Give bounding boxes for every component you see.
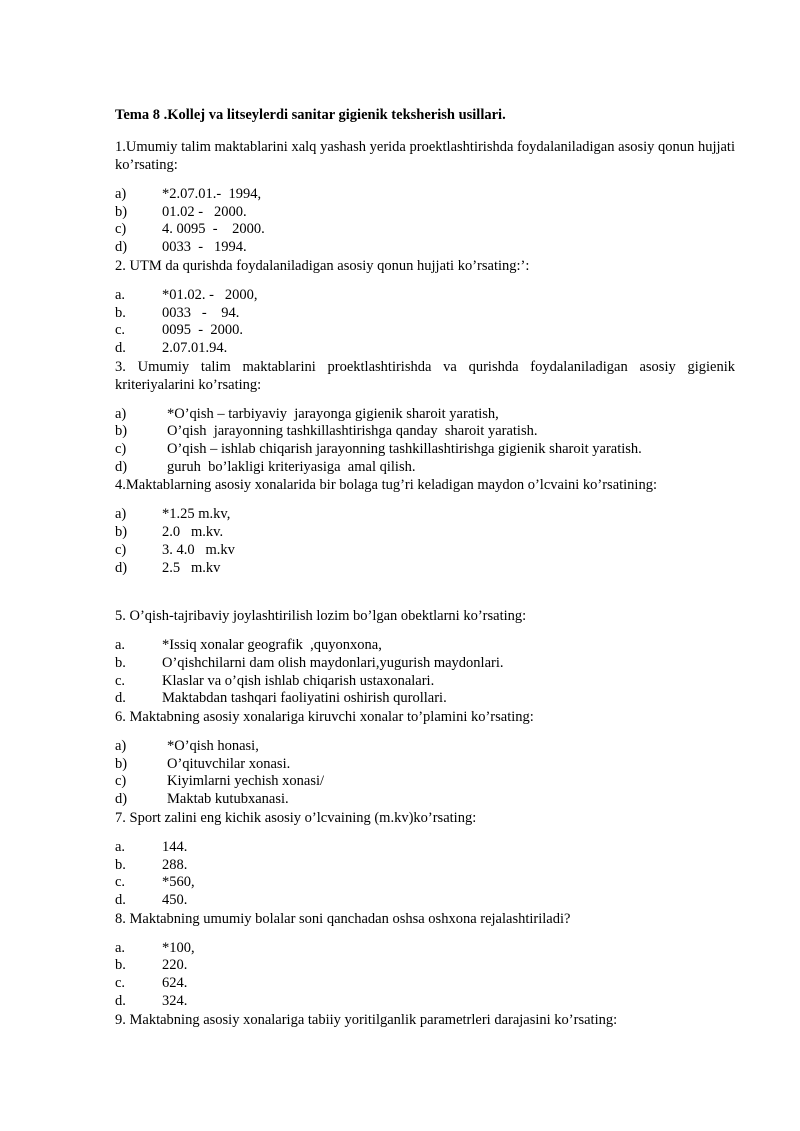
option-text: O’qish jarayonning tashkillashtirishga qanday sharoit yaratish. bbox=[167, 423, 538, 440]
option-marker: a) bbox=[115, 506, 127, 523]
answer-option bbox=[115, 839, 735, 857]
answer-option bbox=[115, 773, 735, 791]
option-marker: d) bbox=[115, 458, 128, 475]
option-marker: c. bbox=[115, 672, 126, 689]
answer-option bbox=[115, 186, 735, 204]
option-text: Klaslar va o’qish ishlab chiqarish ustaxonalari. bbox=[162, 672, 435, 689]
answer-option bbox=[115, 221, 735, 239]
option-marker: a. bbox=[115, 838, 126, 855]
option-text: *Issiq xonalar geografik ,quyonxona, bbox=[162, 637, 382, 654]
option-marker: c) bbox=[115, 441, 127, 458]
answer-option bbox=[115, 673, 735, 691]
option-marker: d. bbox=[115, 339, 126, 356]
option-marker: c) bbox=[115, 773, 127, 790]
answer-option bbox=[115, 756, 735, 774]
answer-option bbox=[115, 459, 735, 477]
option-text: 450. bbox=[162, 891, 188, 908]
option-marker: c. bbox=[115, 975, 126, 992]
answer-option bbox=[115, 993, 735, 1011]
option-marker: c) bbox=[115, 221, 127, 238]
question-block bbox=[115, 138, 735, 257]
option-marker: c. bbox=[115, 322, 126, 339]
option-text: *100, bbox=[162, 939, 195, 956]
answer-options bbox=[115, 186, 735, 257]
answer-option bbox=[115, 322, 735, 340]
option-text: *O’qish – tarbiyaviy jarayonga gigienik sharoit yaratish, bbox=[167, 405, 499, 422]
question-block bbox=[115, 607, 735, 708]
option-text: O’qish – ishlab chiqarish jarayonning tashkillashtirishga gigienik sharoit yaratish. bbox=[167, 441, 642, 458]
question-block bbox=[115, 257, 735, 358]
option-text: O’qishchilarni dam olish maydonlari,yugurish maydonlari. bbox=[162, 654, 504, 671]
answer-options bbox=[115, 406, 735, 477]
question-block bbox=[115, 476, 735, 577]
option-text: 4. 0095 - 2000. bbox=[162, 221, 265, 238]
option-marker: a. bbox=[115, 637, 126, 654]
question-text: 4.Maktablarning asosiy xonalarida bir bolaga tug’ri keladigan maydon o’lcvaini ko’rsatining: bbox=[115, 477, 657, 494]
option-text: 2.0 m.kv. bbox=[162, 524, 224, 541]
question-text: 3. Umumiy talim maktablarini proektlashtirishda va qurishda foydalaniladigan asosiy gigienik kriteriyalarini ko’rsating: bbox=[115, 358, 735, 393]
question-block bbox=[115, 910, 735, 1011]
answer-option bbox=[115, 287, 735, 305]
question-text: 8. Maktabning umumiy bolalar soni qanchadan oshsa oshxona rejalashtiriladi? bbox=[115, 910, 571, 927]
option-marker: d. bbox=[115, 690, 126, 707]
question-block bbox=[115, 1011, 735, 1029]
question-list bbox=[115, 138, 735, 1029]
option-marker: a. bbox=[115, 939, 126, 956]
question-text: 1.Umumiy talim maktablarini xalq yashash yerida proektlashtirishda foydalaniladigan asosiy qonun hujjati ko’rsating: bbox=[115, 139, 735, 173]
option-marker: b. bbox=[115, 957, 126, 974]
question-text: 7. Sport zalini eng kichik asosiy o’lcvaining (m.kv)ko’rsating: bbox=[115, 809, 477, 826]
answer-option bbox=[115, 655, 735, 673]
question-block bbox=[115, 358, 735, 477]
option-text: 220. bbox=[162, 957, 188, 974]
answer-option bbox=[115, 239, 735, 257]
answer-option bbox=[115, 874, 735, 892]
option-marker: b) bbox=[115, 755, 128, 772]
answer-option bbox=[115, 423, 735, 441]
option-marker: a) bbox=[115, 738, 127, 755]
answer-options bbox=[115, 738, 735, 809]
option-text: *01.02. - 2000, bbox=[162, 286, 258, 303]
option-text: 01.02 - 2000. bbox=[162, 203, 247, 220]
answer-options bbox=[115, 637, 735, 708]
question-text: 2. UTM da qurishda foydalaniladigan asosiy qonun hujjati ko’rsating:’: bbox=[115, 257, 530, 274]
option-text: 0095 - 2000. bbox=[162, 322, 243, 339]
document-title: Tema 8 .Kollej va litseylerdi sanitar gigienik teksherish usillari. bbox=[115, 107, 506, 123]
answer-option bbox=[115, 204, 735, 222]
option-text: Maktab kutubxanasi. bbox=[167, 791, 289, 808]
answer-option bbox=[115, 738, 735, 756]
answer-option bbox=[115, 305, 735, 323]
option-text: 2.5 m.kv bbox=[162, 559, 221, 576]
section-spacer bbox=[115, 577, 735, 607]
answer-option bbox=[115, 506, 735, 524]
option-marker: a) bbox=[115, 405, 127, 422]
option-marker: c. bbox=[115, 874, 126, 891]
option-marker: d) bbox=[115, 559, 128, 576]
answer-options bbox=[115, 287, 735, 358]
option-marker: d) bbox=[115, 239, 128, 256]
answer-option bbox=[115, 857, 735, 875]
option-text: 324. bbox=[162, 992, 188, 1009]
option-text: *O’qish honasi, bbox=[167, 738, 259, 755]
question-block bbox=[115, 809, 735, 910]
answer-option bbox=[115, 940, 735, 958]
option-marker: d. bbox=[115, 891, 126, 908]
option-text: 288. bbox=[162, 856, 188, 873]
answer-option bbox=[115, 975, 735, 993]
option-text: O’qituvchilar xonasi. bbox=[167, 755, 291, 772]
option-text: 0033 - 94. bbox=[162, 304, 240, 321]
option-marker: b) bbox=[115, 203, 128, 220]
option-marker: c) bbox=[115, 541, 127, 558]
option-marker: a. bbox=[115, 286, 126, 303]
option-text: Maktabdan tashqari faoliyatini oshirish qurollari. bbox=[162, 690, 447, 707]
option-marker: a) bbox=[115, 186, 127, 202]
option-marker: b. bbox=[115, 856, 126, 873]
answer-option bbox=[115, 340, 735, 358]
question-block bbox=[115, 708, 735, 809]
option-marker: d) bbox=[115, 791, 128, 808]
option-text: 2.07.01.94. bbox=[162, 339, 228, 356]
answer-option bbox=[115, 690, 735, 708]
option-text: guruh bo’lakligi kriteriyasiga amal qilish. bbox=[167, 458, 416, 475]
answer-option bbox=[115, 560, 735, 578]
question-text: 9. Maktabning asosiy xonalariga tabiiy yoritilganlik parametrleri darajasini ko’rsating: bbox=[115, 1011, 618, 1028]
option-marker: b. bbox=[115, 654, 126, 671]
option-marker: b. bbox=[115, 304, 126, 321]
answer-option bbox=[115, 524, 735, 542]
option-text: *1.25 m.kv, bbox=[162, 506, 231, 523]
option-text: *560, bbox=[162, 874, 195, 891]
answer-option bbox=[115, 441, 735, 459]
option-text: 144. bbox=[162, 838, 188, 855]
answer-option bbox=[115, 791, 735, 809]
option-marker: b) bbox=[115, 423, 128, 440]
document-page bbox=[115, 106, 735, 1029]
answer-option bbox=[115, 637, 735, 655]
answer-option bbox=[115, 892, 735, 910]
answer-options bbox=[115, 940, 735, 1011]
option-marker: b) bbox=[115, 524, 128, 541]
answer-option bbox=[115, 957, 735, 975]
question-text: 6. Maktabning asosiy xonalariga kiruvchi xonalar to’plamini ko’rsating: bbox=[115, 709, 534, 726]
option-text: 624. bbox=[162, 975, 188, 992]
question-text: 5. O’qish-tajribaviy joylashtirilish lozim bo’lgan obektlarni ko’rsating: bbox=[115, 608, 527, 625]
option-text: 3. 4.0 m.kv bbox=[162, 541, 235, 558]
answer-option bbox=[115, 542, 735, 560]
option-text: 0033 - 1994. bbox=[162, 239, 247, 256]
answer-option bbox=[115, 406, 735, 424]
option-text: *2.07.01.- 1994, bbox=[162, 186, 262, 202]
option-marker: d. bbox=[115, 992, 126, 1009]
answer-options bbox=[115, 506, 735, 577]
option-text: Kiyimlarni yechish xonasi/ bbox=[167, 773, 325, 790]
answer-options bbox=[115, 839, 735, 910]
